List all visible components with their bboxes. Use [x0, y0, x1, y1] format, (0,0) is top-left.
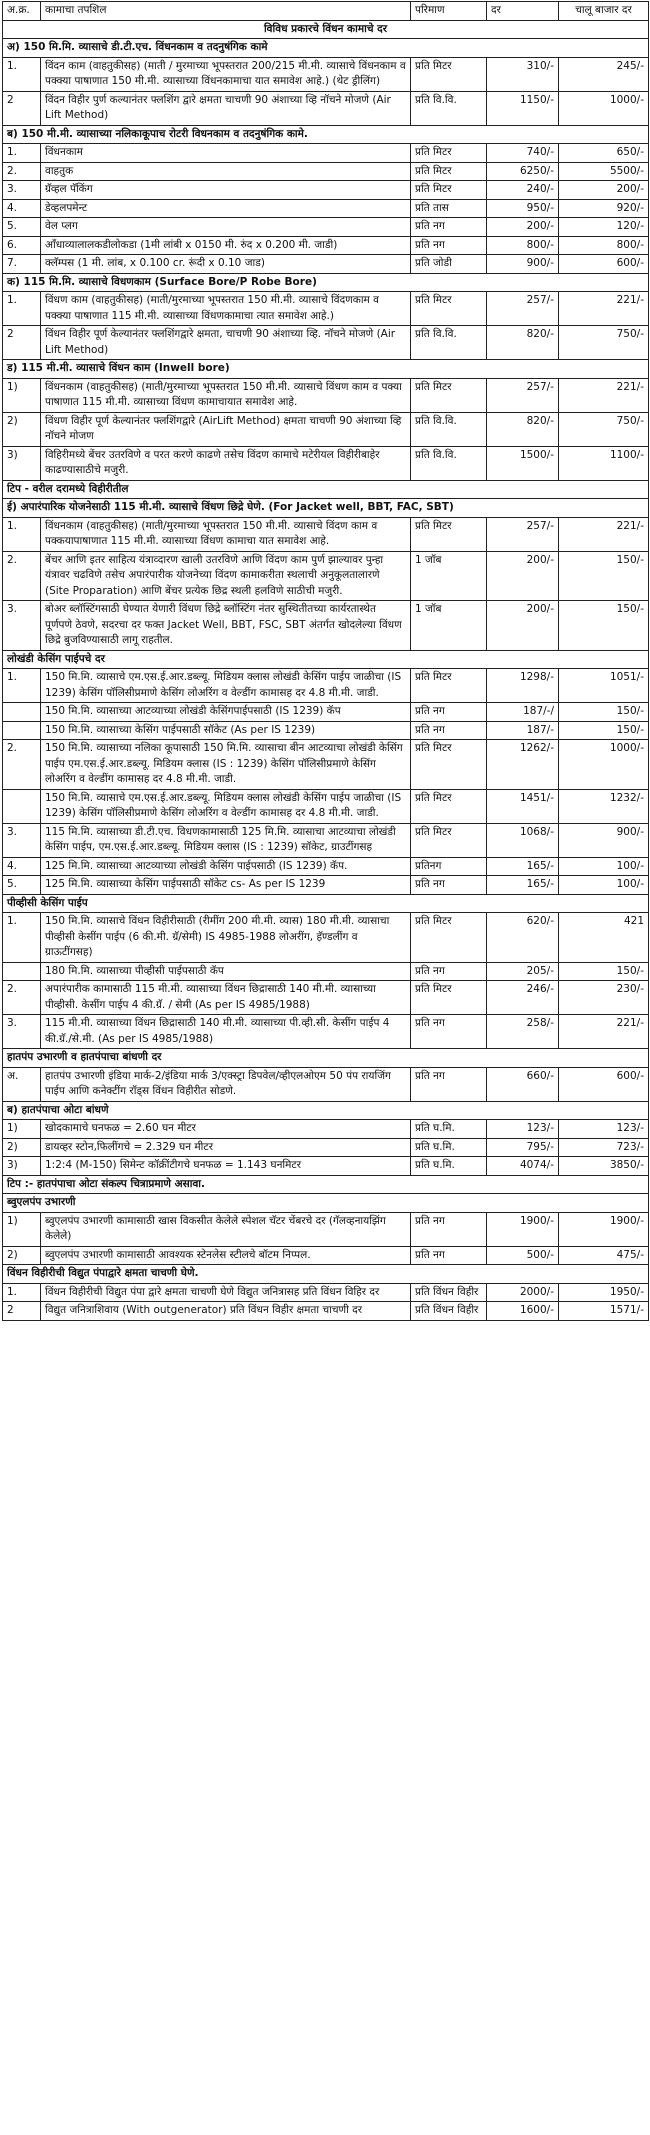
- item-unit: प्रति नग: [411, 876, 487, 895]
- item-number: 3.: [3, 601, 41, 651]
- section-heading: विंधन विहीरीची विद्युत पंपाद्वारे क्षमता चाचणी घेणे.: [3, 1265, 649, 1284]
- item-market-rate: 900/-: [559, 823, 649, 857]
- item-unit: प्रति घ.मि.: [411, 1138, 487, 1157]
- item-market-rate: 150/-: [559, 703, 649, 722]
- item-market-rate: 221/-: [559, 1015, 649, 1049]
- item-market-rate: 1100/-: [559, 446, 649, 480]
- item-rate: 1298/-: [487, 669, 559, 703]
- item-number: अ.: [3, 1067, 41, 1101]
- section-heading-row: [3, 1194, 649, 1213]
- item-rate: 950/-: [487, 199, 559, 218]
- item-market-rate: 1571/-: [559, 1302, 649, 1321]
- rate-row: [3, 823, 649, 857]
- rate-row: [3, 876, 649, 895]
- section-note: टिप - वरील दरामध्ये विहीरीतील: [3, 480, 649, 499]
- item-number: 2): [3, 1246, 41, 1265]
- item-description: विंधनकाम (वाहतुकीसह) (माती/मुरमाच्या भूपस्तरात 150 मी.मी. व्यासाचे विंदण काम व पक्कयापाषाणात 115 मी.मी. व्यासाच्या विंधण कामाचा यात समावेश आहे.: [41, 517, 411, 551]
- section-heading: पीव्हीसी केसिंग पाईप: [3, 894, 649, 913]
- item-market-rate: 3850/-: [559, 1157, 649, 1176]
- item-number: 2.: [3, 981, 41, 1015]
- item-market-rate: 650/-: [559, 144, 649, 163]
- item-market-rate: 723/-: [559, 1138, 649, 1157]
- item-market-rate: 123/-: [559, 1120, 649, 1139]
- item-description: हातपंप उभारणी इंडिया मार्क-2/इंडिया मार्क 3/एक्स्ट्रा डिपवेल/व्हीएलओएम 50 पंप रायजिंग पाईप आणि कनेक्टींग रॉड्स विंधन विहीरीत सोडणे.: [41, 1067, 411, 1101]
- item-rate: 240/-: [487, 181, 559, 200]
- item-description: विंधनकाम: [41, 144, 411, 163]
- header-market-rate: चालू बाजार दर: [559, 2, 649, 21]
- rate-row: [3, 91, 649, 125]
- item-unit: प्रति विंधन विहीर: [411, 1283, 487, 1302]
- item-unit: प्रति नग: [411, 1015, 487, 1049]
- item-rate: 1451/-: [487, 789, 559, 823]
- item-market-rate: 150/-: [559, 601, 649, 651]
- item-rate: 123/-: [487, 1120, 559, 1139]
- item-market-rate: 1000/-: [559, 740, 649, 790]
- item-market-rate: 221/-: [559, 517, 649, 551]
- item-number: 2): [3, 412, 41, 446]
- item-rate: 310/-: [487, 57, 559, 91]
- item-description: ग्रॅव्हल पॅकिंग: [41, 181, 411, 200]
- rate-row: [3, 1302, 649, 1321]
- item-market-rate: 750/-: [559, 412, 649, 446]
- rate-row: [3, 292, 649, 326]
- item-market-rate: 600/-: [559, 255, 649, 274]
- item-rate: 1262/-: [487, 740, 559, 790]
- title-row: [3, 20, 649, 39]
- header-row: [3, 2, 649, 21]
- rate-row: [3, 1283, 649, 1302]
- item-rate: 205/-: [487, 962, 559, 981]
- item-number: 2: [3, 1302, 41, 1321]
- rate-row: [3, 517, 649, 551]
- item-number: [3, 703, 41, 722]
- item-unit: प्रति मिटर: [411, 144, 487, 163]
- item-rate: 1900/-: [487, 1212, 559, 1246]
- item-rate: 165/-: [487, 876, 559, 895]
- item-description: आँधाव्यालालकडीलोकडा (1मी लांबी x 0150 मी. रुंद x 0.200 मी. जाडी): [41, 236, 411, 255]
- item-market-rate: 200/-: [559, 181, 649, 200]
- item-unit: प्रति मिटर: [411, 823, 487, 857]
- item-market-rate: 475/-: [559, 1246, 649, 1265]
- item-number: 2.: [3, 740, 41, 790]
- item-description: क्लॅम्पस (1 मी. लांब, x 0.100 cr. रूंदी x 0.10 जाड): [41, 255, 411, 274]
- item-number: 1.: [3, 1283, 41, 1302]
- section-note: टिप :- हातपंपाचा ओटा संकल्प चित्राप्रमाणे असावा.: [3, 1175, 649, 1194]
- item-description: वेल प्लग: [41, 218, 411, 237]
- item-number: 2: [3, 91, 41, 125]
- section-heading-row: [3, 273, 649, 292]
- item-rate: 1150/-: [487, 91, 559, 125]
- item-number: 1.: [3, 144, 41, 163]
- item-market-rate: 750/-: [559, 326, 649, 360]
- item-description: ब्वुएलपंप उभारणी कामासाठी खास विकसीत केलेले स्पेशल चॅटर चेंबरचे दर (गॅलव्हनायझिंग केलेले): [41, 1212, 411, 1246]
- item-number: 3.: [3, 181, 41, 200]
- item-unit: प्रति नग: [411, 962, 487, 981]
- item-description: 125 मि.मि. व्यासाच्या आटव्याच्या लोखंडी केसिंग पाईपसाठी (IS 1239) कॅप.: [41, 857, 411, 876]
- section-heading: क) 115 मि.मि. व्यासाचे विधणकाम (Surface Bore/P Robe Bore): [3, 273, 649, 292]
- rate-row: [3, 669, 649, 703]
- rate-row: [3, 703, 649, 722]
- item-number: 1.: [3, 669, 41, 703]
- item-unit: प्रति वि.वि.: [411, 91, 487, 125]
- item-number: 1.: [3, 913, 41, 963]
- item-unit: प्रति नग: [411, 218, 487, 237]
- rate-row: [3, 1212, 649, 1246]
- rate-row: [3, 1246, 649, 1265]
- rate-row: [3, 236, 649, 255]
- item-description: विद्युत जनित्राशिवाय (With outgenerator) प्रति विंधन विहीर क्षमता चाचणी दर: [41, 1302, 411, 1321]
- item-market-rate: 920/-: [559, 199, 649, 218]
- item-rate: 820/-: [487, 412, 559, 446]
- item-market-rate: 1051/-: [559, 669, 649, 703]
- item-number: 6.: [3, 236, 41, 255]
- section-heading-row: [3, 1265, 649, 1284]
- item-number: 3): [3, 1157, 41, 1176]
- rate-row: [3, 981, 649, 1015]
- item-market-rate: 100/-: [559, 857, 649, 876]
- item-market-rate: 1232/-: [559, 789, 649, 823]
- item-market-rate: 5500/-: [559, 162, 649, 181]
- header-description: कामाचा तपशिल: [41, 2, 411, 21]
- item-description: विंधनकाम (वाहतुकीसह) (माती/मुरमाच्या भूपस्तरात 150 मी.मी. व्यासाचे विंधण काम व पक्या पाषाणात 115 मी.मी. व्यासाच्या विंधण कामाचायात समावेश आहे.: [41, 378, 411, 412]
- item-unit: प्रति मिटर: [411, 162, 487, 181]
- rate-row: [3, 162, 649, 181]
- item-rate: 257/-: [487, 292, 559, 326]
- item-unit: प्रति वि.वि.: [411, 446, 487, 480]
- section-heading: लोखंडी केसिंग पाईपचे दर: [3, 650, 649, 669]
- item-number: 2: [3, 326, 41, 360]
- rate-row: [3, 1120, 649, 1139]
- section-heading: ब) हातपंपाचा ओटा बांधणे: [3, 1101, 649, 1120]
- item-market-rate: 230/-: [559, 981, 649, 1015]
- section-heading: ड) 115 मी.मी. व्यासाचे विंधन काम (Inwell bore): [3, 360, 649, 379]
- item-number: 1): [3, 378, 41, 412]
- item-number: 3): [3, 446, 41, 480]
- header-unit: परिमाण: [411, 2, 487, 21]
- item-number: 1.: [3, 517, 41, 551]
- item-description: 1:2:4 (M-150) सिमेन्ट कॉक्रींटीगचे घनफळ = 1.143 घनमिटर: [41, 1157, 411, 1176]
- item-market-rate: 221/-: [559, 378, 649, 412]
- item-description: खोदकामाचे घनफळ = 2.60 घन मीटर: [41, 1120, 411, 1139]
- item-description: विंधन विहीरीची विद्युत पंपा द्वारे क्षमता चाचणी घेणे विद्युत जनित्रासह प्रति विंधन विहिर दर: [41, 1283, 411, 1302]
- rate-row: [3, 144, 649, 163]
- section-heading: हातपंप उभारणी व हातपंपाचा बांधणी दर: [3, 1049, 649, 1068]
- item-unit: प्रति नग: [411, 1246, 487, 1265]
- item-rate: 1600/-: [487, 1302, 559, 1321]
- item-unit: प्रति वि.वि.: [411, 412, 487, 446]
- item-rate: 620/-: [487, 913, 559, 963]
- item-market-rate: 600/-: [559, 1067, 649, 1101]
- item-number: 5.: [3, 876, 41, 895]
- item-unit: 1 जॉब: [411, 601, 487, 651]
- item-description: विंधण काम (वाहतुकीसह) (माती/मुरमाच्या भूपस्तरात 150 मी.मी. व्यासाचे विंदणकाम व पक्क्या पाषाणात 115 मी.मी. व्यासाच्या विंधणकामाचा त्यात समावेश आहे.): [41, 292, 411, 326]
- item-description: 150 मि.मि. व्यासाचे विंधन विहीरीसाठी (रीमींग 200 मी.मी. व्यास) 180 मी.मी. व्यासाचा पीव्हीसी केसींग पाईप (6 की.मी. ग्रॅ/सेमी) IS 4985-1988 लोअरींग, हॅण्डलींग व ग्राऊटींगसह): [41, 913, 411, 963]
- section-heading: ब्वुएलपंप उभारणी: [3, 1194, 649, 1213]
- item-market-rate: 1900/-: [559, 1212, 649, 1246]
- rate-row: [3, 378, 649, 412]
- item-rate: 187/-: [487, 721, 559, 740]
- item-unit: प्रति मिटर: [411, 517, 487, 551]
- item-rate: 200/-: [487, 551, 559, 601]
- item-description: डायव्हर स्टोन,फिलींगचे = 2.329 घन मीटर: [41, 1138, 411, 1157]
- item-rate: 820/-: [487, 326, 559, 360]
- section-heading: अ) 150 मि.मि. व्यासाचे डी.टी.एच. विंधनकाम व तदनुषंगिक कामे: [3, 39, 649, 58]
- item-market-rate: 221/-: [559, 292, 649, 326]
- section-heading-row: [3, 1101, 649, 1120]
- item-description: 150 मि.मि. व्यासाचे एम.एस.ई.आर.डब्ल्यू. मिडियम क्लास लोखंडी केसिंग पाईप जाळीचा (IS 1239) केसिंग पॉलिसीप्रमाणे केसिंग लोअरिंग व वेल्डींग कामासह दर 4.8 मी.मी. जाडी.: [41, 789, 411, 823]
- item-rate: 246/-: [487, 981, 559, 1015]
- item-description: विंदन विहीर पुर्ण कल्यानंतर फ्लशिंग द्वारे क्षमता चाचणी 90 अंशाच्या व्हि नॉचने मोजणे (Air Lift Method): [41, 91, 411, 125]
- item-number: 4.: [3, 857, 41, 876]
- item-unit: प्रति मिटर: [411, 913, 487, 963]
- rate-row: [3, 913, 649, 963]
- rate-row: [3, 255, 649, 274]
- section-heading-row: [3, 125, 649, 144]
- item-number: [3, 721, 41, 740]
- section-heading-row: [3, 894, 649, 913]
- rate-row: [3, 1138, 649, 1157]
- item-number: 2): [3, 1138, 41, 1157]
- item-unit: प्रति नग: [411, 703, 487, 722]
- item-rate: 1068/-: [487, 823, 559, 857]
- section-heading-row: [3, 650, 649, 669]
- rate-row: [3, 1067, 649, 1101]
- item-rate: 1500/-: [487, 446, 559, 480]
- item-unit: प्रति विंधन विहीर: [411, 1302, 487, 1321]
- item-number: 1): [3, 1212, 41, 1246]
- item-unit: प्रति नग: [411, 1212, 487, 1246]
- section-heading-row: [3, 39, 649, 58]
- item-number: 1): [3, 1120, 41, 1139]
- item-unit: प्रति मिटर: [411, 740, 487, 790]
- item-unit: प्रतिनग: [411, 857, 487, 876]
- item-number: 7.: [3, 255, 41, 274]
- rate-row: [3, 218, 649, 237]
- item-description: 150 मि.मि. व्यासाचे एम.एस.ई.आर.डब्ल्यू. मिडियम क्लास लोखंडी केसिंग पाईप जाळीचा (IS 1239) केसिंग पॉलिसीप्रमाणे केसिंग लोअरिंग व वेल्डींग कामासह दर 4.8 मी.मी. जाडी.: [41, 669, 411, 703]
- item-rate: 900/-: [487, 255, 559, 274]
- item-market-rate: 150/-: [559, 721, 649, 740]
- item-description: 150 मि.मि. व्यासाच्या केसिंग पाईपसाठी सॉकेट (As per IS 1239): [41, 721, 411, 740]
- item-description: डेव्हलपमेन्ट: [41, 199, 411, 218]
- rate-row: [3, 446, 649, 480]
- rate-row: [3, 181, 649, 200]
- item-market-rate: 1950/-: [559, 1283, 649, 1302]
- note-row: [3, 480, 649, 499]
- item-rate: 4074/-: [487, 1157, 559, 1176]
- note-row: [3, 1175, 649, 1194]
- item-description: बोअर ब्लॉस्टिंगसाठी घेण्यात येणारी विंधण छिद्रे ब्लॉस्टिंग नंतर सुस्थितीतच्या कार्यरतास्थेत पूर्णपणे ठेवणे, सदरचा दर फक्त Jacket Well, BBT, FSC, SBT अंतर्गत खोदलेल्या विंधण छिद्रे बुजविण्यासाठी लागू राहतील.: [41, 601, 411, 651]
- item-number: [3, 789, 41, 823]
- item-rate: 258/-: [487, 1015, 559, 1049]
- rate-row: [3, 1015, 649, 1049]
- item-rate: 500/-: [487, 1246, 559, 1265]
- rate-row: [3, 962, 649, 981]
- item-rate: 740/-: [487, 144, 559, 163]
- item-market-rate: 1000/-: [559, 91, 649, 125]
- item-unit: प्रति जोडी: [411, 255, 487, 274]
- item-rate: 165/-: [487, 857, 559, 876]
- rate-row: [3, 57, 649, 91]
- item-unit: प्रति मिटर: [411, 181, 487, 200]
- item-market-rate: 245/-: [559, 57, 649, 91]
- item-number: 5.: [3, 218, 41, 237]
- item-description: 115 मी.मी. व्यासाच्या विंधन छिद्रासाठी 140 मी.मी. व्यासाच्या पी.व्ही.सी. केसींग पाईप 4 की.ग्रॅ./से.मी. (As per IS 4985/1988): [41, 1015, 411, 1049]
- item-number: 3.: [3, 1015, 41, 1049]
- item-number: 4.: [3, 199, 41, 218]
- item-description: विहिरीमध्ये बेंचर उतरविणे व परत करणे काढणे तसेच विंदण कामाचे मटेरीयल विहीरीबाहेर काढण्यासाठीचे मजुरी.: [41, 446, 411, 480]
- item-description: 150 मि.मि. व्यासाच्या आटव्याच्या लोखंडी केसिंगपाईपसाठी (IS 1239) कॅप: [41, 703, 411, 722]
- rate-row: [3, 551, 649, 601]
- item-description: 150 मि.मि. व्यासाच्या नलिका कूपासाठी 150 मि.मि. व्यासाचा बीन आटव्याचा लोखंडी केसिंग पाईप एम.एस.ई.आर.डब्ल्यू. मिडियम क्लास (IS : 1239) केसिंग पॉलिसीप्रमाणे केसिंग लोअरिंग व वेल्डींग कामासह दर 4.8 मी.मी. जाडी.: [41, 740, 411, 790]
- rate-row: [3, 412, 649, 446]
- item-description: विंधन विहीर पूर्ण केल्यानंतर फ्लशिंगद्वारे क्षमता, चाचणी 90 अंशाच्या व्हि. नॉचने मोजणे (Air Lift Method): [41, 326, 411, 360]
- item-rate: 200/-: [487, 218, 559, 237]
- item-market-rate: 150/-: [559, 962, 649, 981]
- item-unit: प्रति मिटर: [411, 981, 487, 1015]
- item-rate: 257/-: [487, 517, 559, 551]
- item-market-rate: 800/-: [559, 236, 649, 255]
- item-number: [3, 962, 41, 981]
- rate-row: [3, 199, 649, 218]
- item-unit: प्रति मिटर: [411, 378, 487, 412]
- section-heading-row: [3, 499, 649, 518]
- header-no: अ.क्र.: [3, 2, 41, 21]
- item-unit: प्रति वि.वि.: [411, 326, 487, 360]
- rate-row: [3, 721, 649, 740]
- item-market-rate: 120/-: [559, 218, 649, 237]
- item-number: 1.: [3, 57, 41, 91]
- item-number: 1.: [3, 292, 41, 326]
- item-market-rate: 100/-: [559, 876, 649, 895]
- item-description: 180 मि.मि. व्यासाच्या पीव्हीसी पाईपसाठी कॅप: [41, 962, 411, 981]
- rate-row: [3, 740, 649, 790]
- item-market-rate: 150/-: [559, 551, 649, 601]
- item-unit: प्रति तास: [411, 199, 487, 218]
- item-description: विंधण विहीर पूर्ण केल्यानंतर फ्लशिंगद्वारे (AirLift Method) क्षमता चाचणी 90 अंशाच्या व्हि नॉचने मोजण: [41, 412, 411, 446]
- page-title: विविध प्रकारचे विंधन कामाचे दर: [3, 20, 649, 39]
- rate-row: [3, 1157, 649, 1176]
- item-description: वाहतुक: [41, 162, 411, 181]
- item-description: अपारंपारीक कामासाठी 115 मी.मी. व्यासाच्या विंधन छिद्रासाठी 140 मी.मी. व्यासाच्या पीव्हीसी. केसींग पाईप 4 की.ग्रॅ. / सेमी (As per IS 4985/1988): [41, 981, 411, 1015]
- item-rate: 795/-: [487, 1138, 559, 1157]
- item-rate: 187/-/: [487, 703, 559, 722]
- item-number: 3.: [3, 823, 41, 857]
- rate-row: [3, 326, 649, 360]
- section-heading-row: [3, 360, 649, 379]
- header-rate: दर: [487, 2, 559, 21]
- section-heading-row: [3, 1049, 649, 1068]
- rate-table-body: [3, 20, 649, 1320]
- item-rate: 257/-: [487, 378, 559, 412]
- rate-table: [2, 1, 649, 1321]
- item-description: 115 मि.मि. व्यासाच्या डी.टी.एच. विधणकामासाठी 125 मि.मि. व्यासाचा आटव्याचा लोखंडी केसिंग पाईप, एम.एस.ई.आर.डब्ल्यू. मिडियम क्लास (IS : 1239) सॉकेट, ग्राउटींगसह: [41, 823, 411, 857]
- item-rate: 660/-: [487, 1067, 559, 1101]
- item-market-rate: 421: [559, 913, 649, 963]
- item-number: 2.: [3, 162, 41, 181]
- item-unit: प्रति नग: [411, 236, 487, 255]
- item-unit: प्रति मिटर: [411, 57, 487, 91]
- rate-schedule-sheet: [2, 1, 648, 1321]
- item-unit: प्रति मिटर: [411, 292, 487, 326]
- rate-row: [3, 857, 649, 876]
- item-unit: प्रति नग: [411, 721, 487, 740]
- rate-row: [3, 601, 649, 651]
- item-description: 125 मि.मि. व्यासाच्या केसिंग पाईपसाठी सॉकेट cs- As per IS 1239: [41, 876, 411, 895]
- item-unit: प्रति घ.मि.: [411, 1157, 487, 1176]
- section-heading: ब) 150 मी.मी. व्यासाच्या नलिकाकूपाच रोटरी विधनकाम व तदनुषंगिक कामे.: [3, 125, 649, 144]
- rate-row: [3, 789, 649, 823]
- item-number: 2.: [3, 551, 41, 601]
- item-unit: प्रति मिटर: [411, 789, 487, 823]
- item-rate: 2000/-: [487, 1283, 559, 1302]
- item-unit: 1 जॉब: [411, 551, 487, 601]
- item-description: बेंचर आणि इतर साहित्य यंत्राव्दारण खाली उतरविणे आणि विंदण काम पुर्ण झाल्यावर पुन्हा यंत्रावर चढविणे तसेच अपारंपारीक योजनेच्या विंदण कामाकरीता स्थलाची अनुकूलतालारणे (Site Proparation) आणि बेंचर प्रत्येक छिद्र स्थली हलविणे साठीची मजुरी.: [41, 551, 411, 601]
- item-rate: 200/-: [487, 601, 559, 651]
- item-description: विंदन काम (वाहतुकीसह) (माती / मुरमाच्या भूपस्तरात 200/215 मी.मी. व्यासाचे विंधनकाम व पक्क्या पाषाणात 150 मी.मी. व्यासाच्या विंधनकामाचा यात समावेश आहे.) (थेट ड्रीलिंग): [41, 57, 411, 91]
- item-unit: प्रति घ.मि.: [411, 1120, 487, 1139]
- section-heading: ई) अपारंपारिक योजनेसाठी 115 मी.मी. व्यासाचे विंधण छिद्रे घेणे. (For Jacket well, BBT, FAC, SBT): [3, 499, 649, 518]
- item-rate: 6250/-: [487, 162, 559, 181]
- item-rate: 800/-: [487, 236, 559, 255]
- item-unit: प्रति नग: [411, 1067, 487, 1101]
- item-description: ब्वुएलपंप उभारणी कामासाठी आवश्यक स्टेनलेस स्टीलचे बॉटम निप्पल.: [41, 1246, 411, 1265]
- item-unit: प्रति मिटर: [411, 669, 487, 703]
